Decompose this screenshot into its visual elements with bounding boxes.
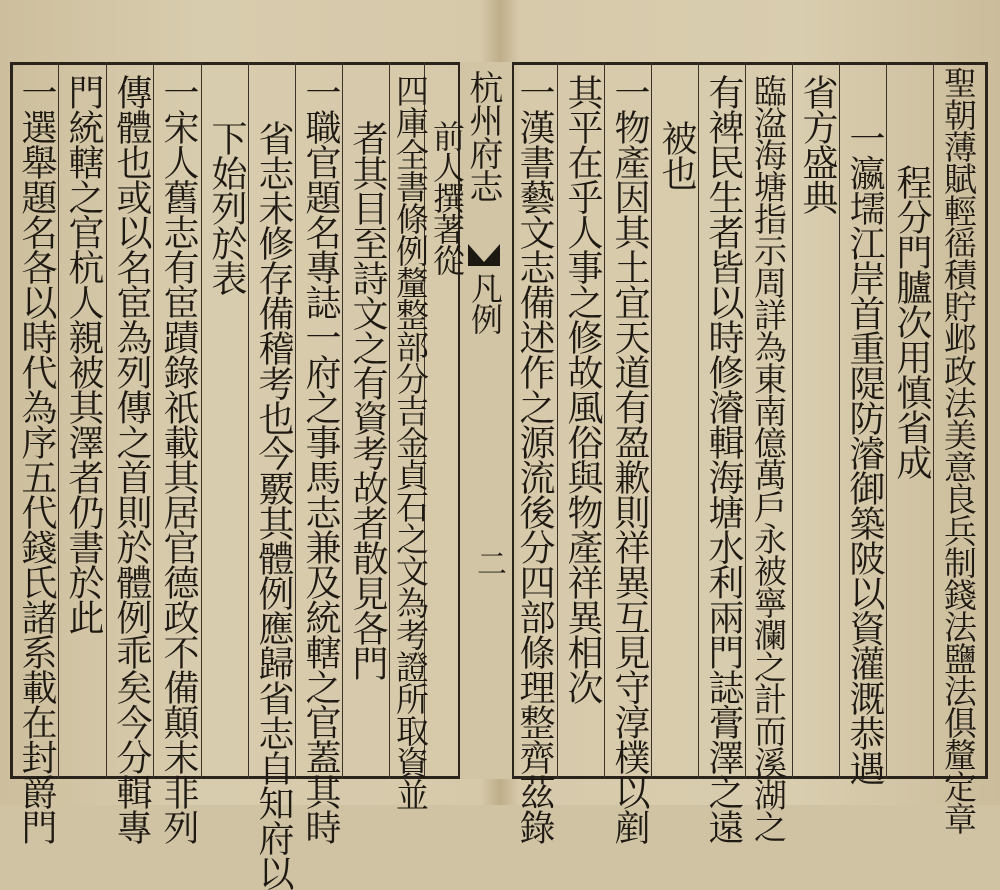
column-rule: [792, 62, 793, 779]
text-column: 省方盛典: [797, 74, 838, 214]
text-column: 省志未修存備稽考也今覈其體例應歸省志自知府以: [253, 120, 294, 890]
text-column: 一職官題名專誌一府之事馬志兼及統轄之官蓋其時: [300, 74, 341, 844]
column-rule: [886, 62, 887, 779]
text-column: 四庫全書條例釐整部分吉金貞石之文為考證所取資並: [391, 74, 430, 810]
column-rule: [153, 62, 154, 779]
column-rule: [604, 62, 605, 779]
text-column: 下始列於表: [206, 120, 247, 295]
text-column: 一宋人舊志有宦蹟錄祇載其居官德政不備顛末非列: [158, 74, 199, 844]
text-column: 程分門臚次用慎省成: [891, 164, 932, 479]
column-rule: [745, 62, 746, 779]
column-rule: [651, 62, 652, 779]
text-column: 者其目至詩文之有資考故者散見各門: [347, 120, 388, 680]
text-column: 一漢書藝文志備述作之源流後分四部條理整齊茲錄: [514, 74, 555, 844]
column-rule: [698, 62, 699, 779]
column-rule: [557, 62, 558, 779]
text-column: 門統轄之官杭人親被其澤者仍書於此: [63, 74, 104, 634]
text-column: 聖朝薄賦輕徭積貯邺政法美意良兵制錢法鹽法俱釐定章: [939, 66, 978, 834]
text-column: 一瀛壖江岸首重隄防濬御築陂以資灌溉恭遇: [844, 120, 885, 785]
column-rule: [295, 62, 296, 779]
column-rule: [248, 62, 249, 779]
page-number: 二: [471, 548, 506, 577]
column-rule: [106, 62, 107, 779]
text-column: 被也: [656, 120, 697, 190]
text-column: 傳體也或以名宦為列傳之首則於體例乖矣今分輯專: [111, 74, 152, 844]
text-column: 臨湓海塘指示周詳為東南億萬戶永被寧瀾之計而溪湖之: [749, 74, 788, 842]
column-rule: [933, 62, 934, 779]
text-column: 一物產因其土宜天道有盈歉則祥異互見守淳樸以剷: [609, 74, 650, 844]
column-rule: [342, 62, 343, 779]
column-rule: [58, 62, 59, 779]
column-rule: [201, 62, 202, 779]
section-title: 凡例: [466, 272, 504, 334]
text-column: 一選舉題名各以時代為序五代錢氏諸系載在封爵門: [16, 74, 57, 844]
book-title: 杭州府志: [463, 70, 503, 202]
column-rule: [839, 62, 840, 779]
text-column: 其平在乎人事之修故風俗與物產祥異相次: [562, 74, 603, 704]
text-column: 有裨民生者皆以時修濬輯海塘水利兩門誌膏澤之遠: [703, 74, 744, 844]
fish-tail-bar: [468, 262, 500, 266]
text-column: 前人撰著從: [428, 120, 466, 275]
